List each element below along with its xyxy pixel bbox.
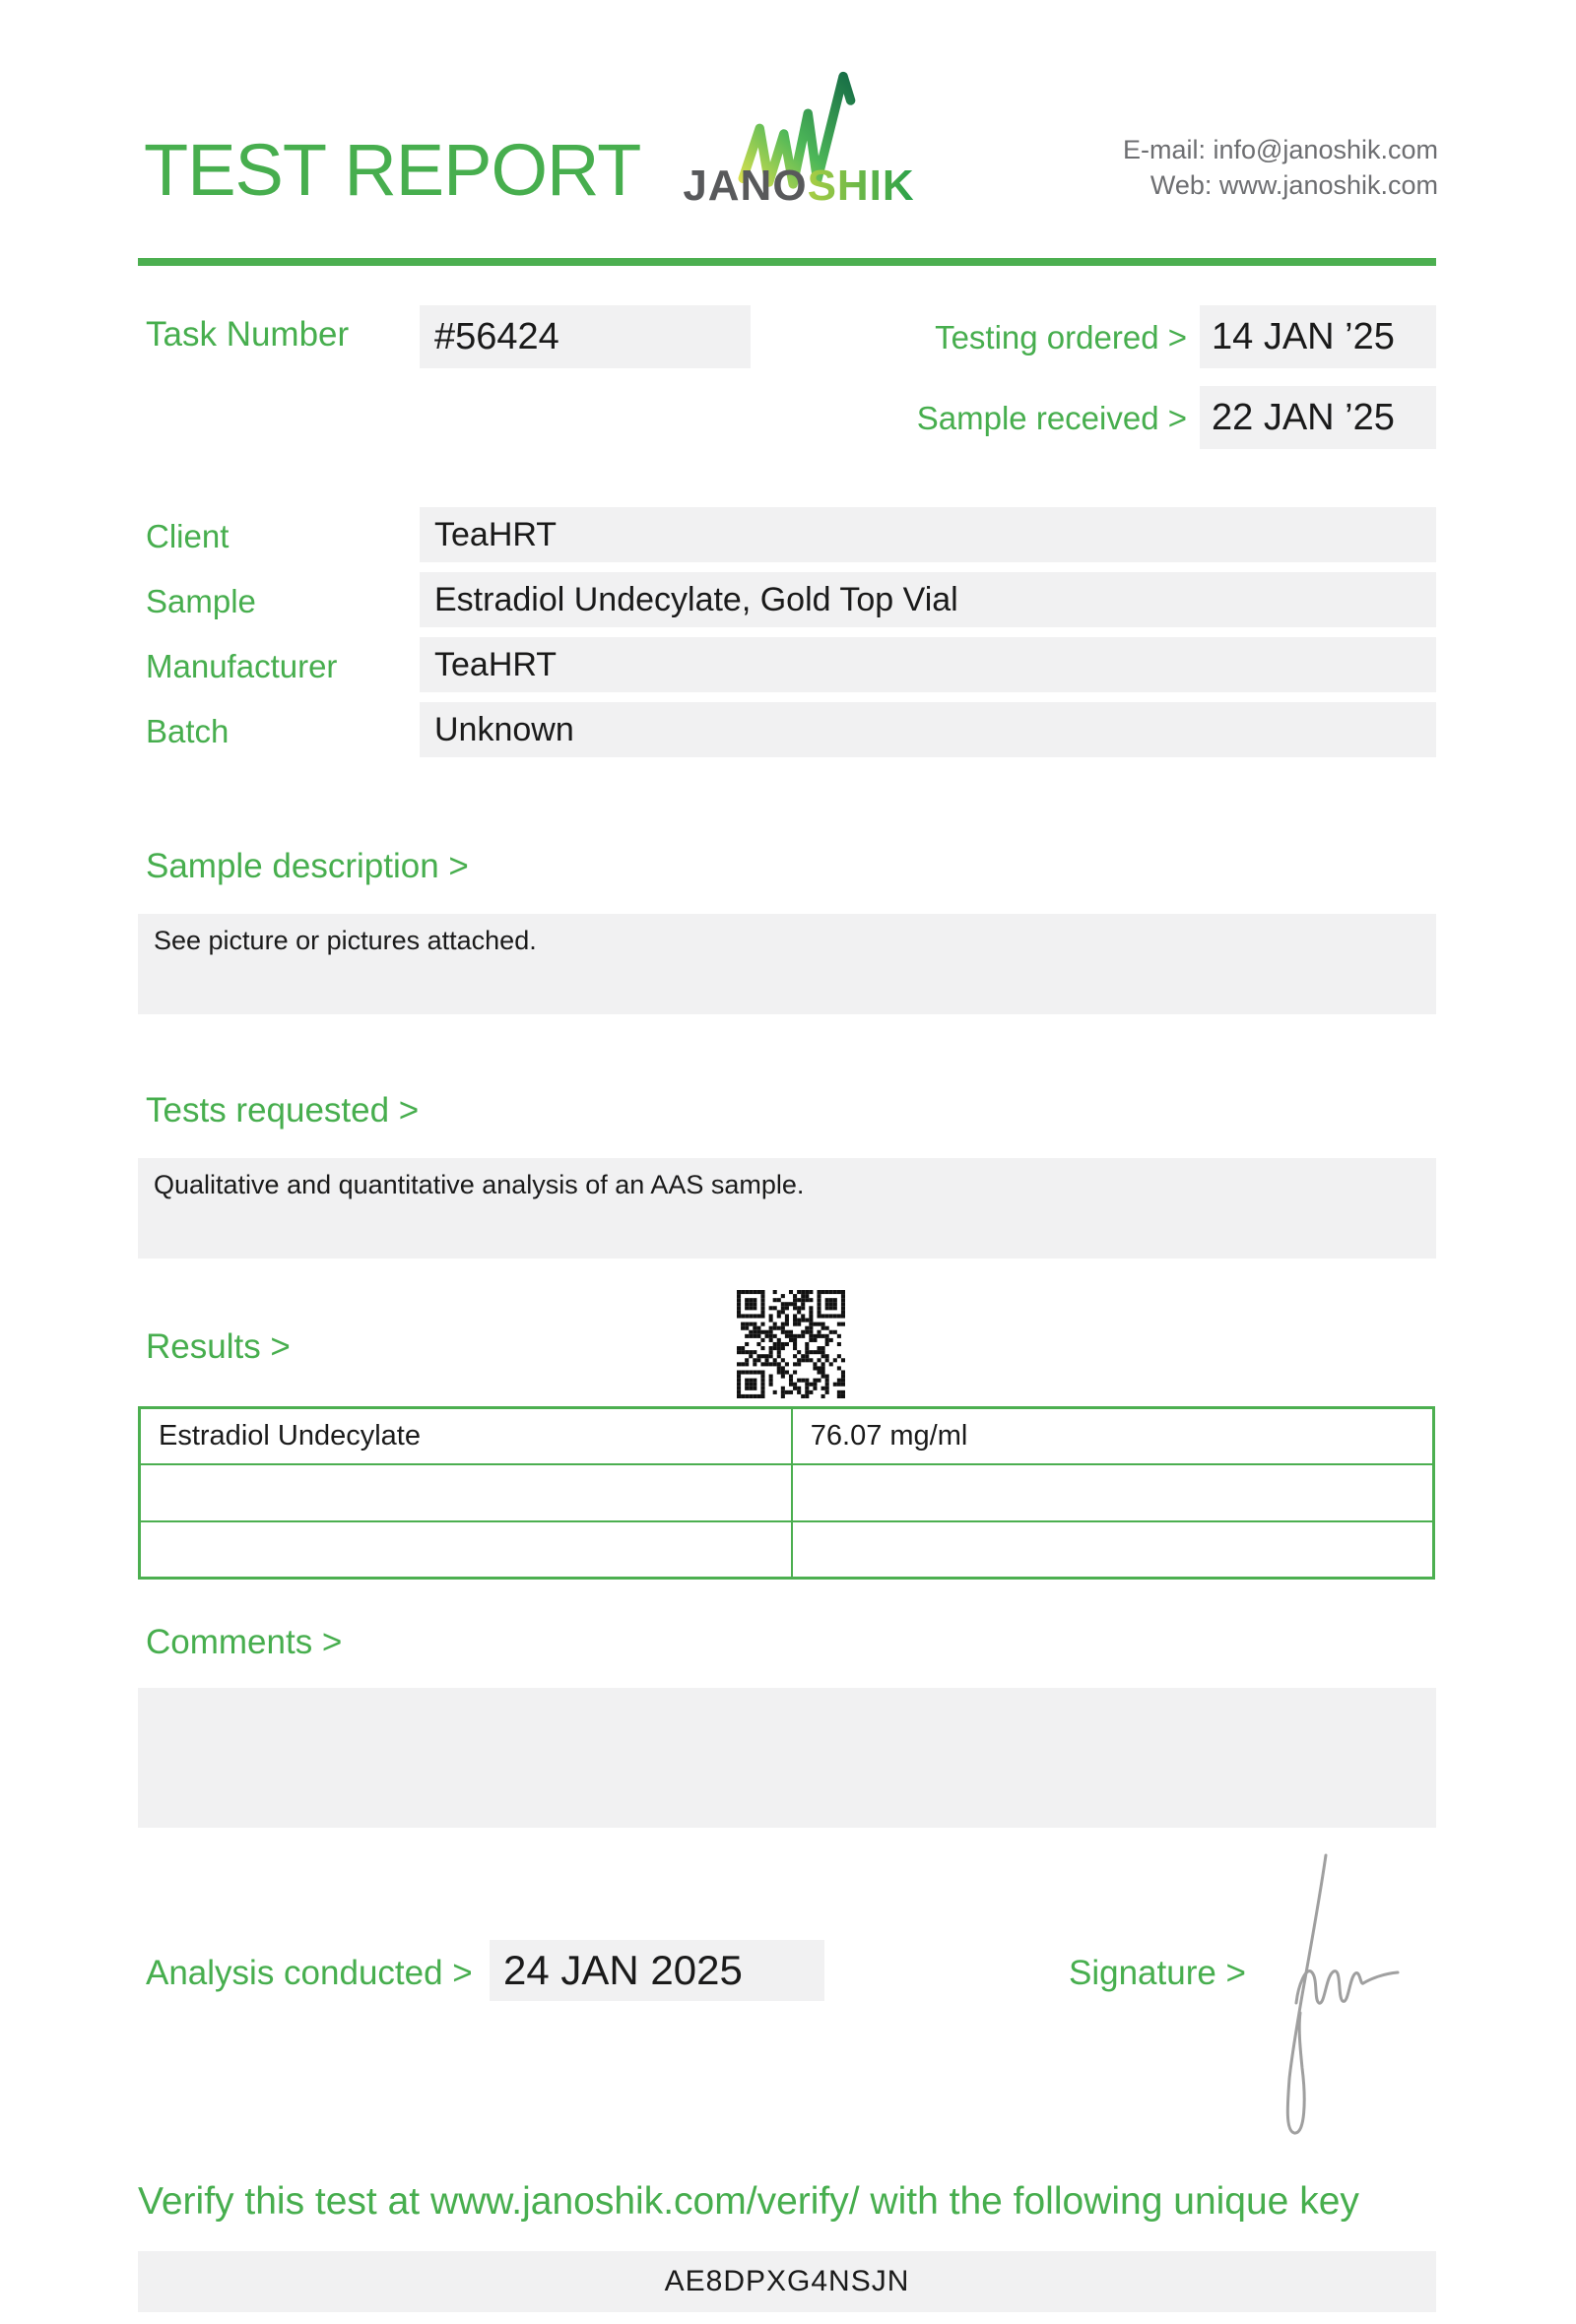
result-value-cell [792,1521,1434,1579]
signature-label: Signature > [1069,1954,1246,1992]
analysis-conducted-label: Analysis conducted > [146,1954,473,1992]
results-row [140,1408,1434,1465]
logo-wordmark-jano: JANO [683,161,808,210]
client-value: TeaHRT [420,507,1436,562]
client-label: Client [146,518,230,554]
contact-email: E-mail: info@janoshik.com [1122,135,1438,164]
analysis-conducted-value: 24 JAN 2025 [490,1940,824,2001]
batch-label: Batch [146,713,230,749]
contact-web: Web: www.janoshik.com [1149,170,1438,200]
results-heading: Results > [146,1327,291,1366]
logo-wordmark [682,161,916,211]
tests-requested-text: Qualitative and quantitative analysis of an AAS sample. [154,1170,805,1199]
sample-received-label: Sample received > [916,400,1187,436]
sample-description-heading: Sample description > [146,847,469,885]
tests-requested-box [138,1158,1436,1259]
verify-key: AE8DPXG4NSJN [138,2251,1436,2312]
verify-instruction: Verify this test at www.janoshik.com/verify/ with the following unique key [138,2180,1359,2223]
result-substance-cell [140,1521,792,1579]
task-number-value: #56424 [420,305,751,368]
testing-ordered-label: Testing ordered > [935,319,1187,355]
header-divider [138,258,1436,266]
testing-ordered-value: 14 JAN ’25 [1200,305,1436,368]
qr-code [737,1290,845,1398]
sample-value: Estradiol Undecylate, Gold Top Vial [420,572,1436,627]
result-value-cell: 76.07 mg/ml [792,1408,1434,1465]
contact-block [886,132,1438,203]
task-number-label: Task Number [146,315,350,354]
sample-description-box [138,914,1436,1014]
results-row [140,1521,1434,1579]
tests-requested-heading: Tests requested > [146,1091,420,1130]
comments-heading: Comments > [146,1623,343,1661]
signature-image [1263,1847,1420,2143]
manufacturer-value: TeaHRT [420,637,1436,692]
manufacturer-label: Manufacturer [146,648,338,684]
comments-box [138,1688,1436,1828]
result-substance-cell: Estradiol Undecylate [140,1408,792,1465]
sample-received-value: 22 JAN ’25 [1200,386,1436,449]
result-substance-cell [140,1464,792,1521]
sample-label: Sample [146,583,256,619]
page-title: TEST REPORT [144,129,641,211]
results-table [138,1406,1435,1580]
sample-description-text: See picture or pictures attached. [154,926,537,955]
results-row [140,1464,1434,1521]
batch-value: Unknown [420,702,1436,757]
logo-wordmark-shik: SHIK [807,161,915,210]
result-value-cell [792,1464,1434,1521]
